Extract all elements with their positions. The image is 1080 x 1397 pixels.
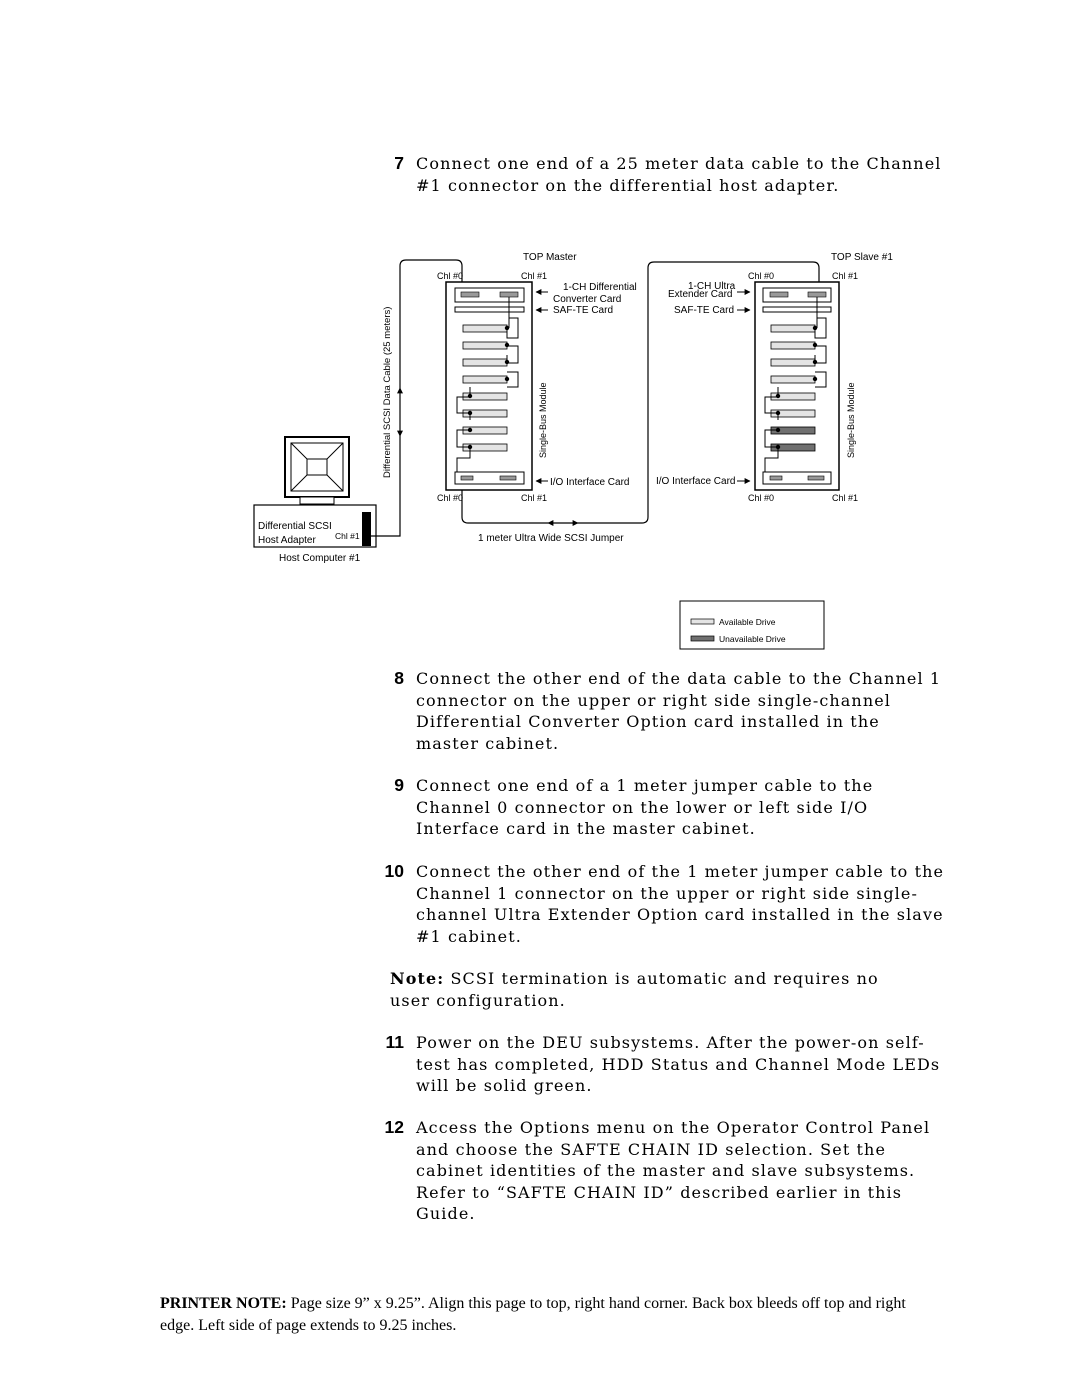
step-number: 9 [394,775,404,795]
legend-unavailable-label: Unavailable Drive [719,634,786,644]
step-number: 10 [384,861,404,881]
slave-cabinet [656,252,893,503]
slave-safte-label: SAF-TE Card [674,305,735,316]
ultra-extender-label-2: Extender Card [668,289,733,300]
master-io-label: I/O Interface Card [550,477,630,488]
slave-chl0-top: Chl #0 [748,271,775,281]
slave-io-label: I/O Interface Card [656,476,736,487]
diff-converter-label-1: 1-CH Differential [563,282,637,293]
note-text: SCSI termination is automatic and requires no user configuration. [390,969,879,1010]
step-12 [380,1117,940,1227]
step-number: 11 [385,1032,404,1052]
master-chl0-top: Chl #0 [437,271,464,281]
cable-label: Differential SCSI Data Cable (25 meters) [382,306,393,478]
host-computer-label: Host Computer #1 [279,553,361,564]
host-adapter-port [362,512,371,546]
master-title: TOP Master [523,252,577,263]
monitor-icon [285,437,349,504]
printer-note [160,1293,930,1337]
host-adapter-label-1: Differential SCSI [258,521,332,532]
master-safte-label: SAF-TE Card [553,305,614,316]
step-text: Connect the other end of the data cable to the Channel 1 connector on the upper or right side single-channel Differential Converter Option card installed in the master cabinet. [416,669,942,753]
slave-title: TOP Slave #1 [831,252,893,263]
slave-chl0-bottom: Chl #0 [748,493,775,503]
master-chl0-bottom: Chl #0 [437,493,464,503]
diff-converter-label-2: Converter Card [553,294,622,305]
step-9 [380,775,940,841]
master-chl1-top: Chl #1 [521,271,548,281]
legend-unavailable-swatch [691,636,714,641]
step-number: 12 [384,1117,404,1137]
master-single-bus-label: Single-Bus Module [538,382,548,458]
step-text: Connect the other end of the 1 meter jumper cable to the Channel 1 connector on the upper or right side single-channel Ultra Extender Option card installed in the slave #1 cabinet. [416,862,945,946]
host-adapter-label-2: Host Adapter [258,535,316,546]
jumper-label: 1 meter Ultra Wide SCSI Jumper [478,533,624,544]
printer-note-text: Page size 9” x 9.25”. Align this page to top, right hand corner. Back box bleeds off top and right edge. Left side of page extends to 9.25 inches. [160,1295,906,1334]
step-number: 8 [394,668,404,688]
step-11 [380,1032,940,1098]
master-chl1-bottom: Chl #1 [521,493,548,503]
step-10 [380,861,945,949]
slave-chl1-top: Chl #1 [832,271,859,281]
step-text: Connect one end of a 25 meter data cable to the Channel #1 connector on the differential host adapter. [416,154,942,195]
printer-note-label: PRINTER NOTE: [160,1295,287,1312]
step-number: 7 [394,153,404,173]
cabling-diagram [250,245,920,655]
legend-available-swatch [691,619,714,624]
step-text: Access the Options menu on the Operator Control Panel and choose the SAFTE CHAIN ID selection. Set the cabinet identities of the master and slave subsystems. Refer to “SAFTE CHAIN ID” described earlier in this Guide. [416,1118,931,1224]
note [390,968,920,1011]
step-7 [380,153,940,219]
slave-chl1-bottom: Chl #1 [832,493,859,503]
host-computer [254,437,376,564]
ultra-extender-label-1: 1-CH Ultra [688,281,736,292]
master-cabinet [437,252,637,503]
legend-available-label: Available Drive [719,617,776,627]
step-text: Connect one end of a 1 meter jumper cable to the Channel 0 connector on the lower or left side I/O Interface card in the master cabinet. [416,776,874,839]
legend [680,601,824,649]
note-label: Note: [390,969,445,988]
step-8 [380,668,940,756]
host-chl1-label: Chl #1 [335,531,360,541]
step-text: Power on the DEU subsystems. After the power-on self-test has completed, HDD Status and Channel Mode LEDs will be solid green. [416,1033,941,1096]
slave-single-bus-label: Single-Bus Module [846,382,856,458]
